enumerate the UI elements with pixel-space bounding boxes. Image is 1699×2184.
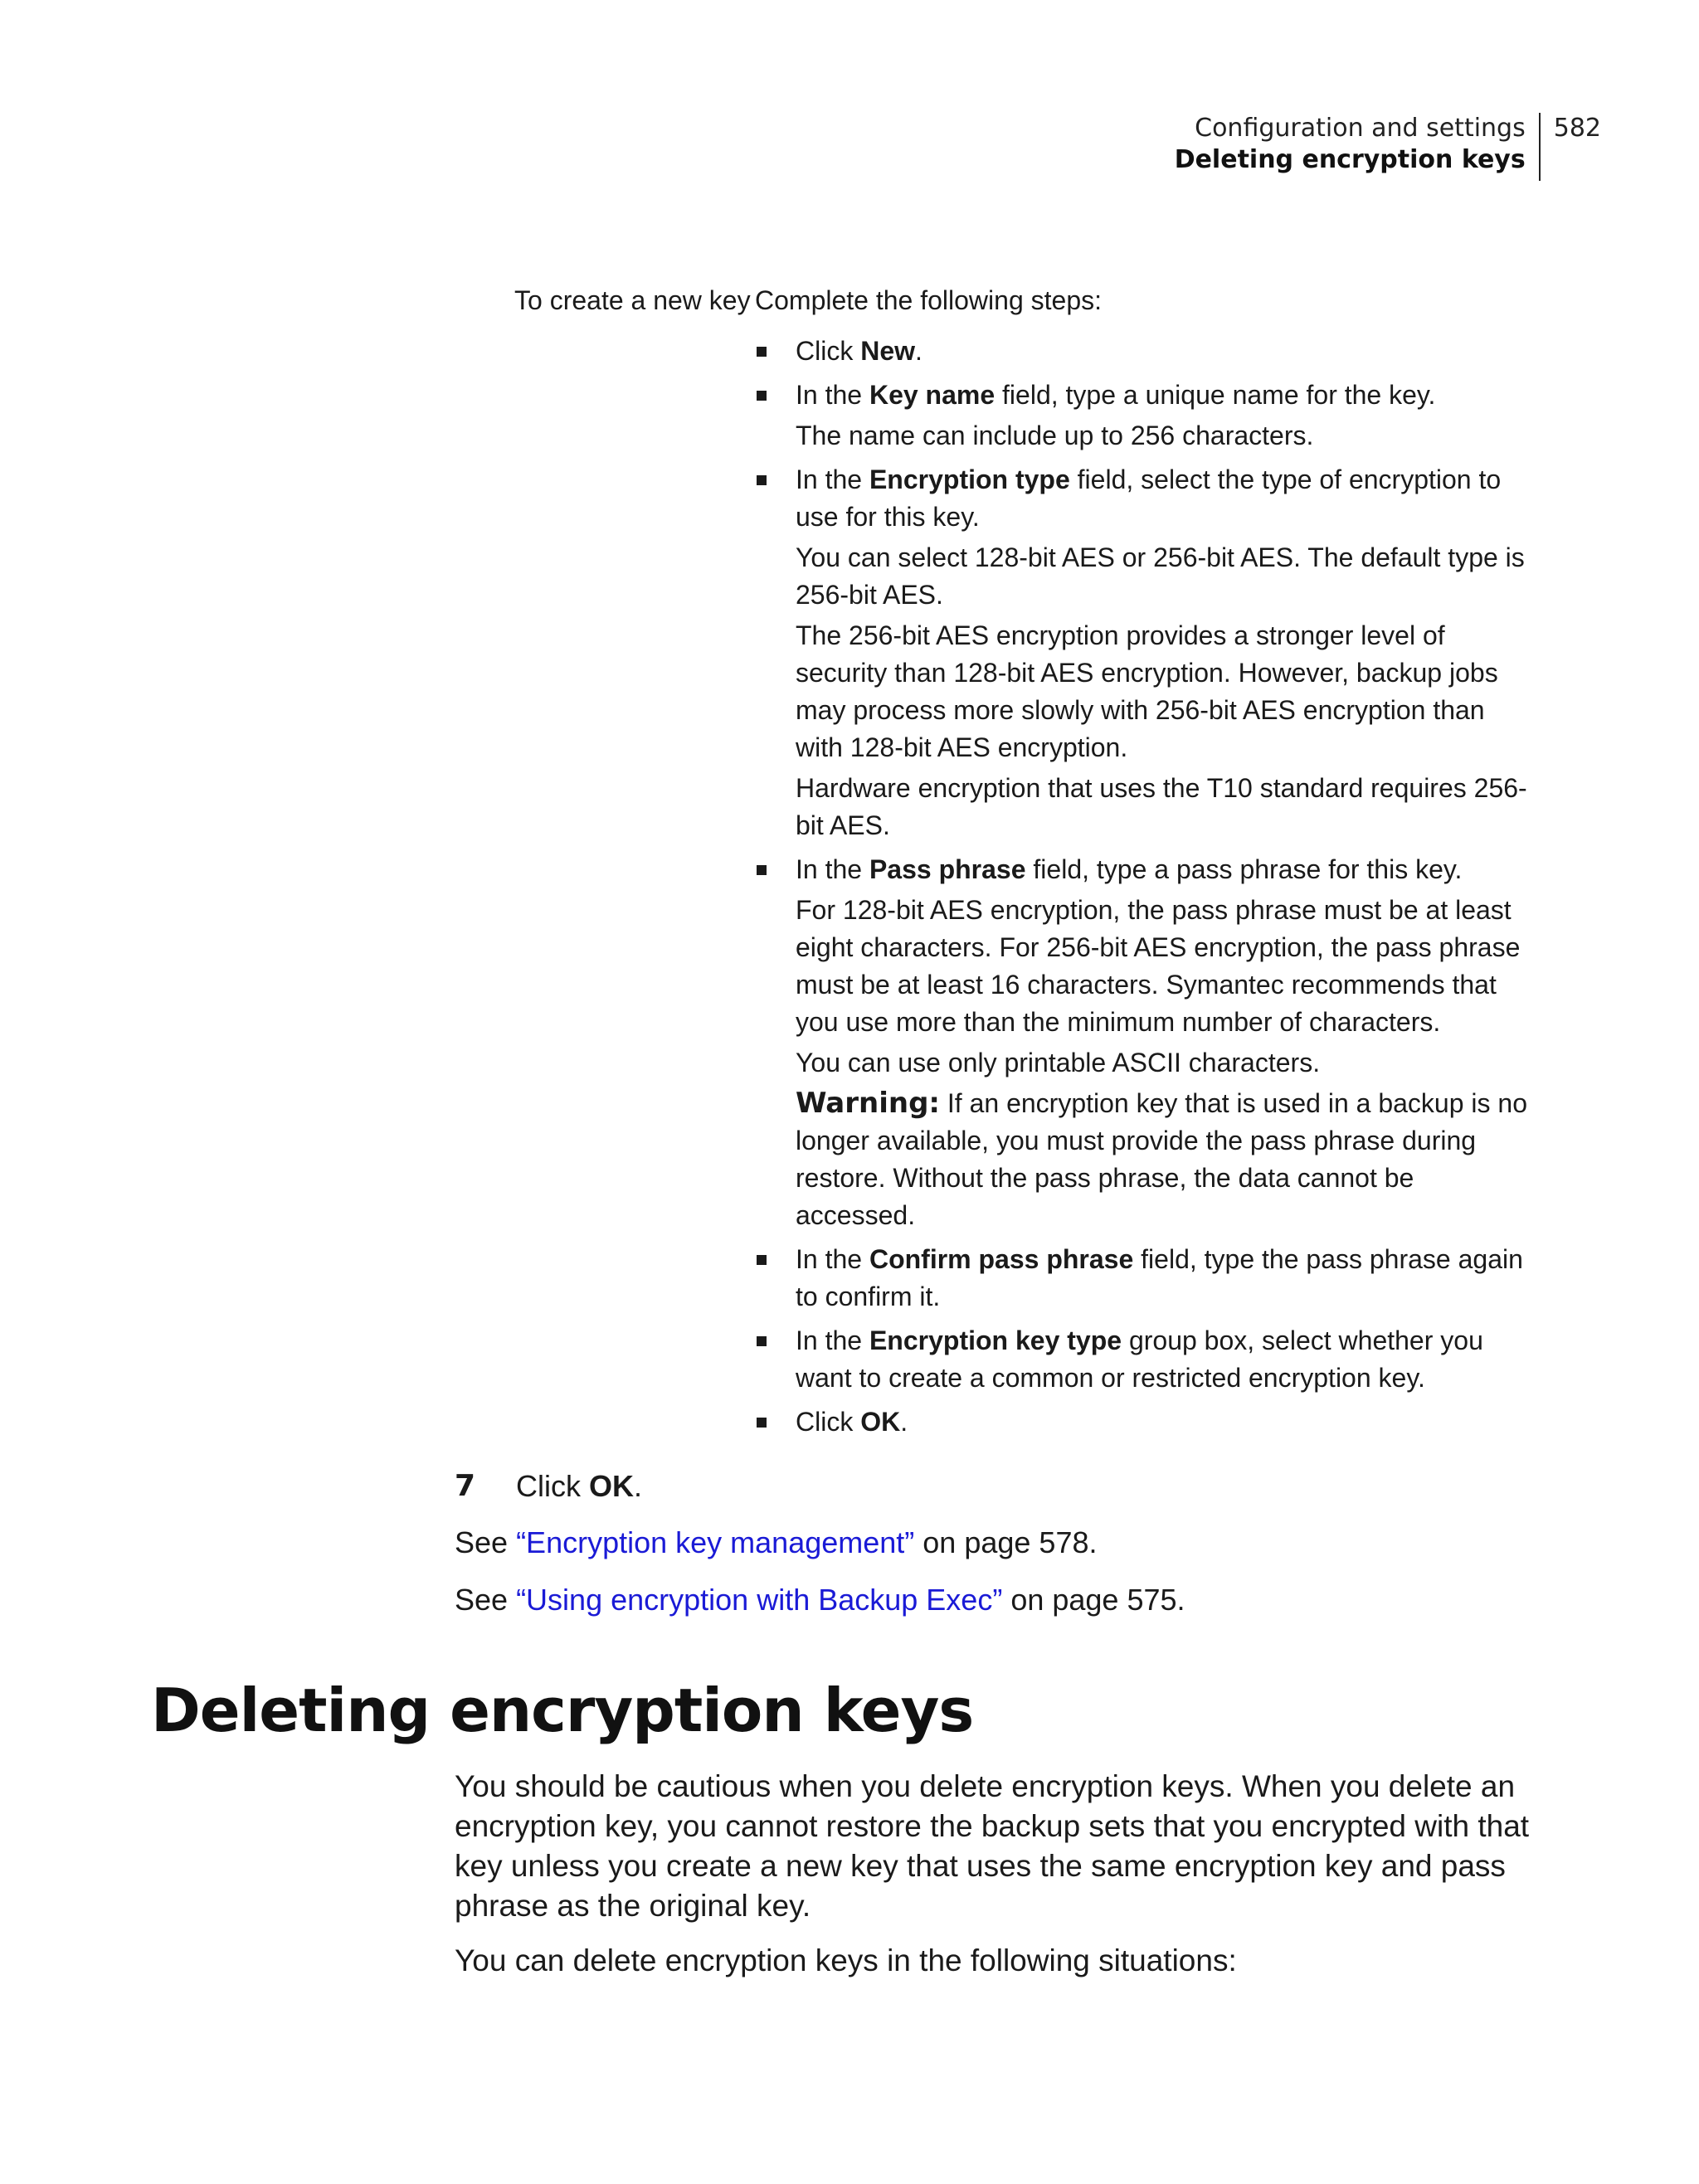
ui-term: Encryption type xyxy=(869,465,1070,494)
item-note: The 256-bit AES encryption provides a stronger level of security than 128-bit AES encryption. However, backup jobs may process more slowly with 256-bit AES encryption than with 128-bit AES encryption. xyxy=(796,620,1498,762)
section-title: Deleting encryption keys xyxy=(1174,145,1526,174)
body-paragraph: You can delete encryption keys in the following situations: xyxy=(455,1943,1237,1977)
link-encryption-key-management[interactable]: “Encryption key management” xyxy=(516,1525,915,1559)
bullet-icon xyxy=(757,1418,767,1428)
table-right-cell xyxy=(755,282,1535,1447)
steps-list xyxy=(755,333,1535,1441)
bullet-icon xyxy=(757,347,767,357)
ui-term: New xyxy=(860,336,916,366)
ui-term: Confirm pass phrase xyxy=(869,1244,1134,1274)
warning-label: Warning: xyxy=(796,1087,941,1120)
item-note: You can select 128-bit AES or 256-bit AES. The default type is 256-bit AES. xyxy=(796,542,1525,610)
body-paragraph: You should be cautious when you delete encryption keys. When you delete an encryption key, you cannot restore the backup sets that you encrypted with that key unless you create a new key that uses the same encryption key and pass phrase as the original key. xyxy=(455,1769,1530,1923)
item-note: The name can include up to 256 characters. xyxy=(796,421,1314,450)
item-note: You can use only printable ASCII characters. xyxy=(796,1048,1321,1077)
see-also-2: See “Using encryption with Backup Exec” on page 575. xyxy=(455,1583,1185,1617)
list-item: In the Confirm pass phrase field, type the pass phrase again to confirm it. xyxy=(755,1241,1535,1316)
list-item: In the Encryption key type group box, select whether you want to create a common or restricted encryption key. xyxy=(755,1322,1535,1397)
bullet-icon xyxy=(757,865,767,875)
ui-term: OK xyxy=(589,1469,634,1503)
ui-term: Pass phrase xyxy=(869,854,1026,884)
bullet-icon xyxy=(757,1336,767,1346)
ui-term: Encryption key type xyxy=(869,1325,1122,1355)
bullet-icon xyxy=(757,475,767,485)
bullet-icon xyxy=(757,391,767,401)
running-header-titles xyxy=(1175,113,1541,181)
chapter-title: Configuration and settings xyxy=(1195,114,1526,143)
list-item: Click OK. xyxy=(755,1403,1535,1441)
link-using-encryption[interactable]: “Using encryption with Backup Exec” xyxy=(516,1583,1003,1617)
warning-note xyxy=(796,1085,1535,1234)
steps-intro: Complete the following steps: xyxy=(755,285,1102,315)
ui-term: OK xyxy=(860,1407,901,1437)
page-number: 582 xyxy=(1553,114,1601,143)
warning-text: If an encryption key that is used in a backup is no longer available, you must provide the pass phrase during restore. Without the pass phrase, the data cannot be accessed. xyxy=(796,1088,1527,1230)
item-note: For 128-bit AES encryption, the pass phrase must be at least eight characters. For 256-bit AES encryption, the pass phrase must be at least 16 characters. Symantec recommends that you use more than the minimum number of characters. xyxy=(796,895,1521,1037)
list-item: In the Encryption type field, select the type of encryption to use for this key. You can select 128-bit AES or 256-bit AES. The default type is 256-bit AES. The 256-bit AES encryption provides a stronger level of security than 128-bit AES encryption. However, backup jobs may process more slowly with 256-bit AES encryption than with 128-bit AES encryption. Hardware encryption that uses the T10 standard requires 256-bit AES. xyxy=(755,461,1535,844)
table-left-label: To create a new key xyxy=(514,285,751,315)
list-item: Click New. xyxy=(755,333,1535,370)
item-note: Hardware encryption that uses the T10 standard requires 256-bit AES. xyxy=(796,773,1527,840)
list-item: In the Pass phrase field, type a pass phrase for this key. For 128-bit AES encryption, the pass phrase must be at least eight characters. For 256-bit AES encryption, the pass phrase must be at least 16 characters. Symantec recommends that you use more than the minimum number of characters. You can use only printable ASCII characters. Warning: If an encryption key that is used in a backup is no longer available, you must provide the pass phrase during restore. Without the pass phrase, the data cannot be accessed. xyxy=(755,851,1535,1234)
step-number: 7 xyxy=(455,1469,476,1503)
section-heading: Deleting encryption keys xyxy=(151,1676,974,1745)
ui-term: Key name xyxy=(869,380,996,410)
list-item: In the Key name field, type a unique name for the key. The name can include up to 256 characters. xyxy=(755,377,1535,455)
step-text: Click OK. xyxy=(516,1469,643,1503)
running-header xyxy=(1175,113,1601,181)
bullet-icon xyxy=(757,1255,767,1265)
step-table xyxy=(514,282,1535,1447)
step-7 xyxy=(455,1467,642,1506)
see-also-1: See “Encryption key management” on page 578. xyxy=(455,1525,1098,1559)
